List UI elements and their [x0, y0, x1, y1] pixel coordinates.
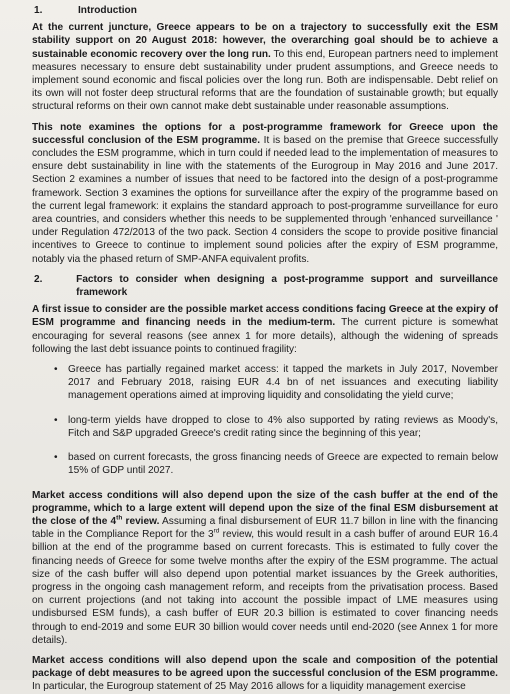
- section-2-number: 2.: [34, 273, 43, 285]
- section-1-number: 1.: [34, 5, 43, 16]
- bullet-icon: •: [54, 364, 58, 376]
- section-1-title: Introduction: [78, 5, 137, 16]
- intro-paragraph-1: [32, 21, 498, 113]
- list-item-text: based on current forecasts, the gross financing needs of Greece are expected to remain below 15% of GDP until 2027.: [68, 452, 498, 477]
- section-1-heading: [32, 4, 498, 17]
- list-item-text: Greece has partially regained market access: it tapped the markets in July 2017, November 2017 and February 2018, raising EUR 4.4 bn of net issuances and executing liability management operations aimed at improving liquidity and consolidating the yield curve;: [68, 364, 498, 402]
- bullet-icon: •: [54, 414, 58, 426]
- intro-paragraph-1-text: To this end, European partners need to implement measures necessary to ensure debt sustainability under prudent assumptions, and Greece needs to implement sound economic and fiscal policies over the long run. Both are indispensable. Debt relief on its own will not foster deep structural reforms that are the foundation of sustainable growth; but equally structural reforms on their own cannot make debt sustainable under reasonable assumptions.: [32, 48, 498, 113]
- factors-paragraph-1: [32, 303, 498, 356]
- factors-paragraph-3-bold: Market access conditions will also depend upon the scale and composition of the potential package of debt measures to be agreed upon the successful conclusion of the ESM programme.: [32, 654, 498, 680]
- factors-paragraph-3: [32, 654, 498, 694]
- intro-paragraph-2-text: It is based on the premise that Greece successfully concludes the ESM programme, which in turn could if needed lead to the implementation of measures to ensure debt sustainability in line with the statements of the Eurogroup in May 2016 and June 2017. Section 2 examines a number of issues that need to be factored into the design of a post-programme framework. Section 3 examines the options for surveillance after the expiry of the programme based on the current legal framework: it explains the standard approach to post-programme surveillance for euro area countries, and considers whether this needs to be supplemented through 'enhanced surveillance ' under Regulation 472/2013 of the two pack. Section 4 considers the scope to provide positive financial incentives to Greece to continue to implement sound policies after the expiry of ESM programme, notably via the phased return of SMP-ANFA equivalent profits.: [32, 134, 498, 265]
- intro-paragraph-1-bold: At the current juncture, Greece appears to be on a trajectory to successfully exit the ESM stability support on 20 August 2018: however, the overarching goal should be to achieve a sustainable economic recovery over the long run.: [32, 22, 498, 60]
- list-item: [32, 451, 498, 477]
- list-item: [32, 414, 498, 440]
- factors-paragraph-2: [32, 489, 498, 647]
- section-2-heading: [32, 273, 498, 299]
- intro-paragraph-2-bold: This note examines the options for a post-programme framework for Greece upon the successful conclusion of the ESM programme.: [32, 121, 498, 146]
- intro-paragraph-2: [32, 121, 498, 266]
- factors-paragraph-3-text: In particular, the Eurogroup statement of 25 May 2016 allows for a liquidity management exercise: [32, 681, 466, 693]
- list-item: [32, 363, 498, 403]
- bullet-icon: •: [54, 452, 58, 464]
- superscript-rd: rd: [213, 527, 220, 535]
- market-access-list: [32, 363, 498, 477]
- list-item-text: long-term yields have dropped to close to 4% also supported by rating reviews as Moody's, Fitch and S&P upgraded Greece's credit rating since the beginning of this year;: [68, 414, 498, 439]
- factors-paragraph-2-text-b: review, this would result in a cash buffer of around EUR 16.4 billion at the end of the programme based on current forecasts. This is estimated to fully cover the financing needs of Greece for some twelve months after the expiry of the ESM programme. The actual size of the cash buffer will also depend upon potential market issuances by the Greek authorities, progress in the ongoing cash management reform, and receipts from the privatisation process. Based on current projections (and not taking into account the possible impact of LME measures using undisbursed ESM funds), a cash buffer of EUR 20.3 billion is estimated to cover financing needs through to end-2019 and some EUR 30 billion would cover needs until end-2020 (see Annex 1 for more details).: [32, 529, 498, 646]
- section-2-title: Factors to consider when designing a post-programme support and surveillance framework: [76, 273, 498, 299]
- superscript-th: th: [116, 514, 123, 522]
- factors-paragraph-1-text: The current picture is somewhat encouraging for several reasons (see annex 1 for more details), although the widening of spreads following the last debt issuance points to continued fragility:: [32, 317, 498, 355]
- factors-paragraph-2-text-a: Assuming a final disbursement of EUR 11.7 billon in line with the financing table in the Compliance Report for the 3: [32, 515, 498, 541]
- factors-paragraph-1-bold: A first issue to consider are the possible market access conditions facing Greece at the expiry of ESM programme and financing needs in the medium-term.: [32, 304, 498, 329]
- factors-paragraph-2-bold-b: review.: [122, 515, 160, 527]
- factors-paragraph-2-bold-a: Market access conditions will also depend upon the size of the cash buffer at the end of the programme, which to a large extent will depend upon the size of the final ESM disbursement at the close of the 4: [32, 489, 498, 527]
